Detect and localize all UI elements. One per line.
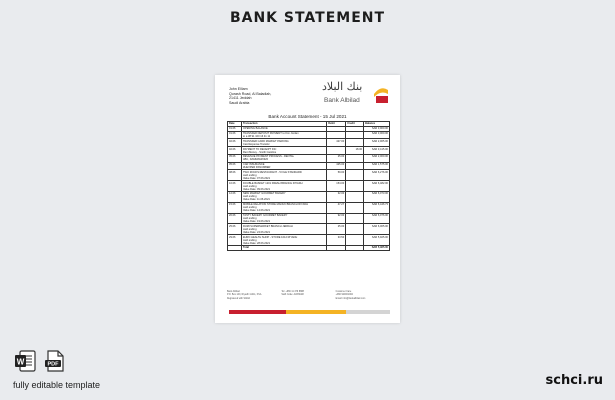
table-row <box>228 131 390 139</box>
row-credit <box>346 131 364 139</box>
statement-document <box>215 75 400 323</box>
footer-column <box>227 291 281 301</box>
customer-city: 21411 Jeddah <box>229 96 252 101</box>
row-transaction <box>241 154 326 162</box>
footer-line: Registered with SAMA <box>227 297 250 300</box>
bank-logo <box>322 80 392 110</box>
transaction-line: OPENING BALANCE <box>242 127 268 131</box>
row-date: 12.06 <box>228 192 242 203</box>
row-date: 05.06 <box>228 154 242 162</box>
row-transaction <box>241 139 326 147</box>
footer-line: Tel: +966 11 479 8888 <box>281 291 304 293</box>
row-credit <box>346 181 364 192</box>
row-balance: SAR 6,276.00 <box>364 170 390 181</box>
table-row <box>228 139 390 147</box>
total-balance: SAR 5,925.00 <box>364 245 390 250</box>
transaction-line: REVENUE PAYMENT PROCESS - RENTAL <box>242 155 295 159</box>
row-transaction <box>241 147 326 155</box>
transaction-line: card ending <box>242 195 257 199</box>
row-balance: SAR 3,415.00 <box>364 147 390 155</box>
row-transaction <box>241 170 326 181</box>
transaction-line: card ending <box>242 184 257 188</box>
table-row <box>228 147 390 155</box>
row-date: 02.06 <box>228 139 242 147</box>
footer-line: Customer Care <box>335 291 352 293</box>
customer-name: John Elliam <box>229 87 248 91</box>
transaction-line: Value Date: 24.06.2021 <box>242 230 271 234</box>
row-date: 05.06 <box>228 162 242 170</box>
footer-line: +966 920001002 <box>335 294 353 297</box>
page-title: BANK STATEMENT <box>229 10 386 26</box>
row-balance: SAR 5,925.00 <box>364 235 390 246</box>
row-balance: SAR 6,446.73 <box>364 202 390 213</box>
transaction-line: CAR INSURANCE <box>242 163 265 167</box>
transaction-line: Value Date: 14.06.2021 <box>242 209 271 213</box>
row-credit <box>346 235 364 246</box>
transaction-line: RUMI SUPERMARKET BRANCH JEDDAH <box>242 224 293 228</box>
row-debit: 25.00 <box>327 154 346 162</box>
site-name: schci.ru <box>545 373 603 388</box>
row-balance: SAR 6,076.00 <box>364 213 390 224</box>
row-transaction <box>241 162 326 170</box>
table-row <box>228 213 390 224</box>
row-transaction <box>241 131 326 139</box>
footer-stripe-grey <box>346 310 390 314</box>
transaction-line: card ending <box>242 206 257 210</box>
transaction-line: TASTY BAKERY GOURMET BAKERY <box>242 213 288 217</box>
table-row <box>228 224 390 235</box>
row-debit: 59.00 <box>327 170 346 181</box>
transaction-line: MOBILE RELATION STORE MANUK BRANCH RIYADH <box>242 203 308 207</box>
row-credit <box>346 139 364 147</box>
transaction-line: card ending <box>242 227 257 231</box>
customer-street: Qurash Road, Al Baladiah, <box>229 91 272 96</box>
transaction-line: card ending <box>242 173 257 177</box>
row-credit <box>346 192 364 203</box>
row-debit: 154.00 <box>327 181 346 192</box>
transactions-table <box>227 121 390 251</box>
transaction-line: Value Date: 07.06.2021 <box>242 176 271 180</box>
row-date: 15.06 <box>228 202 242 213</box>
transaction-line: to a 38 91 100 16 41 11 <box>242 134 271 138</box>
row-balance: SAR 2,965.00 <box>364 139 390 147</box>
template-caption: fully editable template <box>13 380 101 390</box>
transaction-line: PAYMENT TO RECEIPT INC <box>242 147 277 151</box>
footer-column <box>336 291 390 301</box>
row-balance: SAR 6,482.00 <box>364 181 390 192</box>
row-debit: 425.00 <box>327 162 346 170</box>
row-debit: 25.00 <box>327 224 346 235</box>
word-icon <box>13 349 37 373</box>
column-header: Date <box>228 122 242 127</box>
transaction-line: EURO HEALTH SHOP - STORE 1012 RIYADH <box>242 235 298 239</box>
footer-stripe-yellow <box>286 310 346 314</box>
row-date: 08.06 <box>228 170 242 181</box>
total-credit <box>346 245 364 250</box>
column-header: Debit <box>327 122 346 127</box>
row-credit <box>346 202 364 213</box>
transaction-line: Value Date: 28.06.2021 <box>242 241 271 245</box>
statement-title: Bank Account Statement - 15 Jul 2021 <box>268 114 347 119</box>
table-row <box>228 235 390 246</box>
row-date: 01.06 <box>228 131 242 139</box>
transaction-line: Value Date: 19.06.2021 <box>242 219 271 223</box>
transaction-line: ABC, DAMMAM/0320 <box>242 158 269 162</box>
transaction-line: card ending <box>242 216 257 220</box>
table-row <box>228 162 390 170</box>
row-credit <box>346 213 364 224</box>
footer-line: Email: info@bankalbilad.com <box>335 297 366 300</box>
transaction-line: TWO ROCKS RESTAURANT - 5 FILE STANDARD <box>242 170 302 174</box>
row-date: 10.06 <box>228 181 242 192</box>
row-debit <box>327 147 346 155</box>
footer-line: Bank Albilad <box>227 291 240 293</box>
row-debit: 427.00 <box>327 139 346 147</box>
table-row <box>228 202 390 213</box>
transaction-line: TRANSFER DEPOSIT PAYMENT to Kim Jordan <box>242 131 299 135</box>
row-date: 20.06 <box>228 213 242 224</box>
transaction-line: TRANSFER CARD MARKET PARKING <box>242 139 289 143</box>
row-debit: 47.27 <box>327 202 346 213</box>
transaction-line: Value Date: 11.06.2021 <box>242 198 270 202</box>
total-label: Total <box>241 245 326 250</box>
total-date <box>228 245 242 250</box>
row-credit: 18.00 <box>346 147 364 155</box>
row-debit: 92.00 <box>327 213 346 224</box>
row-debit: 33.50 <box>327 235 346 246</box>
row-credit <box>346 162 364 170</box>
footer-line: Swift Code: ALBISARI <box>281 294 304 297</box>
table-row <box>228 192 390 203</box>
transaction-line: Card Expense Transfer <box>242 142 270 146</box>
row-transaction <box>241 224 326 235</box>
row-transaction <box>241 202 326 213</box>
footer-column <box>281 291 335 301</box>
row-balance: SAR 6,005.00 <box>364 224 390 235</box>
row-transaction <box>241 192 326 203</box>
transaction-line: card ending <box>242 238 257 242</box>
bank-logo-arabic: بنك البلاد <box>322 80 363 93</box>
row-balance: SAR 2,000.00 <box>364 154 390 162</box>
column-header: Credit <box>346 122 364 127</box>
row-transaction <box>241 213 326 224</box>
row-date: 01.06 <box>228 126 242 131</box>
bank-logo-icon <box>372 86 390 104</box>
column-header: Balance <box>364 122 390 127</box>
transaction-line: ZHEXPER PANUMBER <box>242 166 271 170</box>
statement-footer <box>227 291 390 301</box>
customer-address <box>229 87 271 105</box>
total-row <box>228 245 390 250</box>
table-row <box>228 170 390 181</box>
customer-country: Saudi Arabia <box>229 100 250 105</box>
table-row <box>228 181 390 192</box>
row-transaction <box>241 235 326 246</box>
row-credit <box>346 154 364 162</box>
transaction-line: Value Date: 09.06.2021 <box>242 187 271 191</box>
row-balance: SAR 1,575.00 <box>364 162 390 170</box>
row-balance: SAR 3,900.00 <box>364 126 390 131</box>
row-date: 29.06 <box>228 235 242 246</box>
row-credit <box>346 170 364 181</box>
row-debit <box>327 131 346 139</box>
row-date: 25.06 <box>228 224 242 235</box>
row-credit <box>346 224 364 235</box>
bank-logo-english: Bank Albilad <box>324 97 360 104</box>
footer-stripe-red <box>229 310 286 314</box>
column-header: Transaction <box>241 122 326 127</box>
footer-line: P.O. Box 140, Riyadh 11411, KSA <box>227 294 262 297</box>
total-debit <box>327 245 346 250</box>
svg-text:W: W <box>16 357 25 367</box>
pdf-icon <box>43 349 67 373</box>
format-icons <box>13 349 67 373</box>
transaction-line: Rent Money - Smith Caroline <box>242 150 277 154</box>
row-balance: SAR 6,073.00 <box>364 192 390 203</box>
row-date: 02.06 <box>228 147 242 155</box>
svg-text:PDF: PDF <box>47 361 59 368</box>
transaction-line: DOUBLE BASKET 1201 FRESH BRANCH RIYADH <box>242 181 303 185</box>
table-row <box>228 154 390 162</box>
transaction-line: NEW MARKET GOURMET BAKERY <box>242 192 286 196</box>
row-balance: SAR 3,000.00 <box>364 131 390 139</box>
row-transaction <box>241 181 326 192</box>
row-debit: 32.00 <box>327 192 346 203</box>
